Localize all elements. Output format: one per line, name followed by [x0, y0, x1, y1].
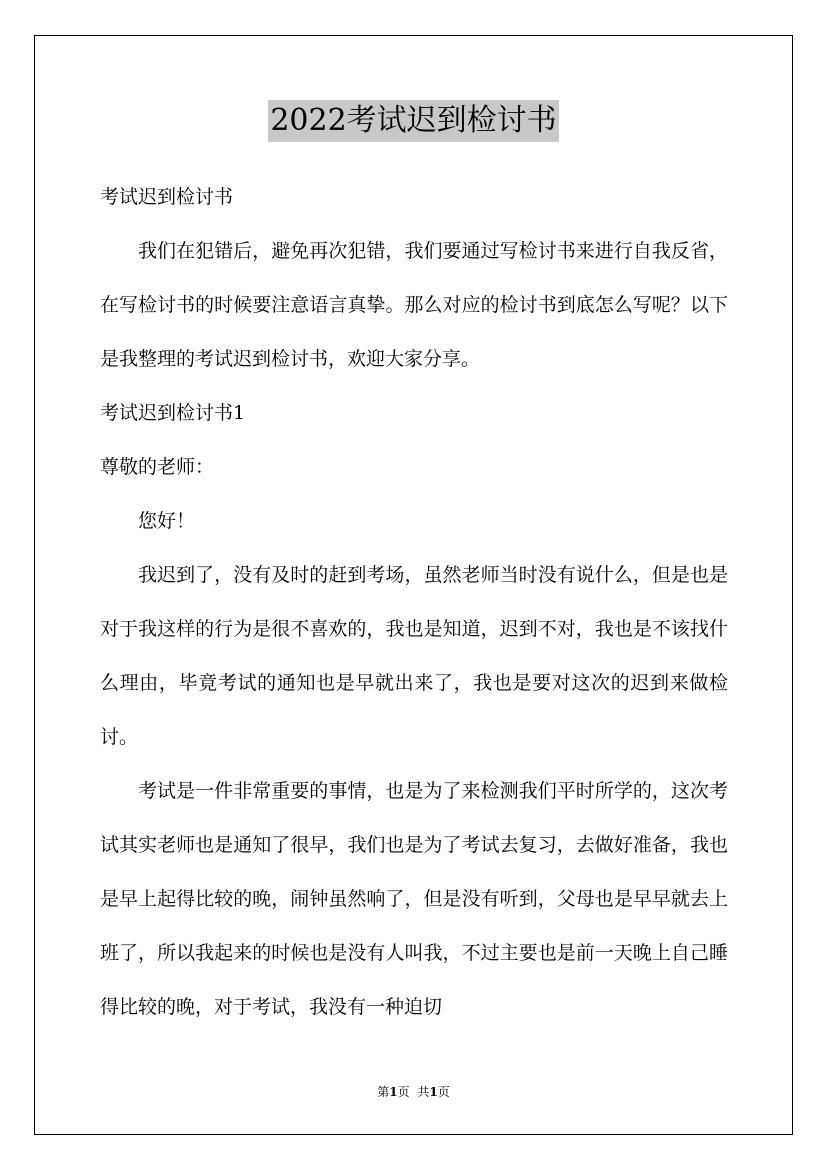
greeting: 您好！	[138, 510, 196, 532]
document-title	[0, 100, 827, 142]
document-title-text: 2022考试迟到检讨书	[268, 100, 558, 142]
intro-paragraph: 我们在犯错后，避免再次犯错，我们要通过写检讨书来进行自我反省，在写检讨书的时候要注意语言真挚。那么对应的检讨书到底怎么写呢？以下是我整理的考试迟到检讨书，欢迎大家分享。	[100, 240, 728, 370]
body-paragraph-2: 考试是一件非常重要的事情，也是为了来检测我们平时所学的，这次考试其实老师也是通知了很早，我们也是为了考试去复习，去做好准备，我也是早上起得比较的晚，闹钟虽然响了，但是没有听到，父母也是早早就去上班了，所以我起来的时候也是没有人叫我，不过主要也是前一天晚上自己睡得比较的晚，对于考试，我没有一种迫切	[100, 780, 728, 1018]
page-footer	[0, 1083, 827, 1101]
section-heading: 考试迟到检讨书1	[100, 402, 246, 424]
salutation: 尊敬的老师：	[100, 456, 215, 478]
total-pages: 1	[429, 1085, 438, 1099]
page-number: 1	[389, 1085, 398, 1099]
document-subtitle: 考试迟到检讨书	[100, 186, 234, 208]
total-label-suffix: 页	[437, 1085, 450, 1099]
page-label-prefix: 第	[377, 1085, 390, 1099]
total-label-prefix: 共	[417, 1085, 430, 1099]
document-body	[100, 170, 728, 1034]
page-label-suffix: 页	[397, 1085, 410, 1099]
body-paragraph-1: 我迟到了，没有及时的赶到考场，虽然老师当时没有说什么，但是也是对于我这样的行为是很不喜欢的，我也是知道，迟到不对，我也是不该找什么理由，毕竟考试的通知也是早就出来了，我也是要对这次的迟到来做检讨。	[100, 564, 728, 748]
